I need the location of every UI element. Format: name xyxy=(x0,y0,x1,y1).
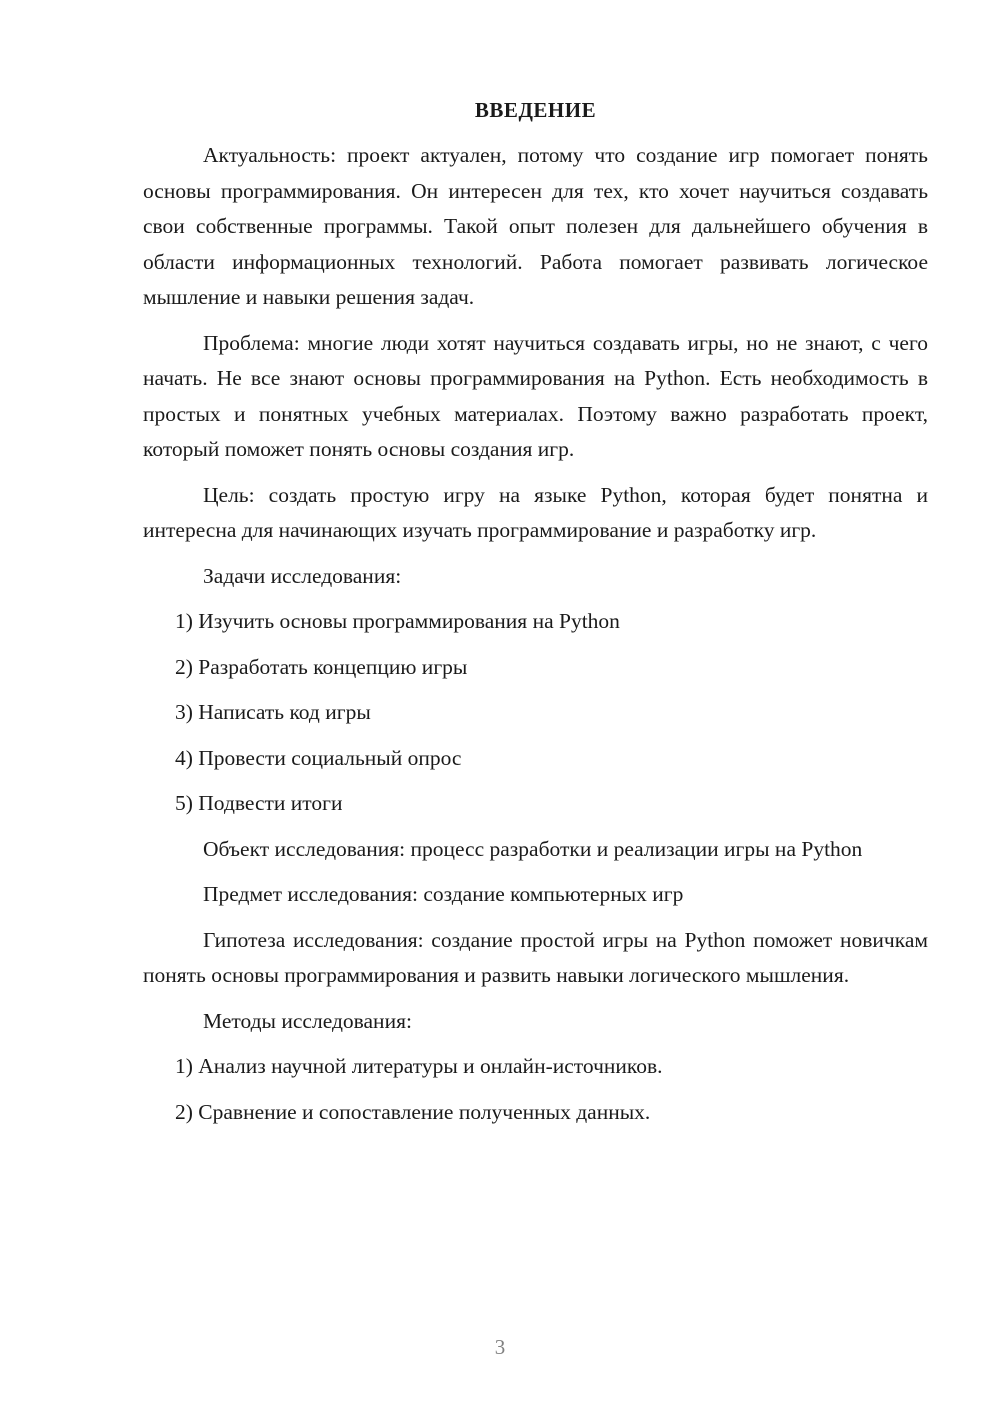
methods-list xyxy=(143,1049,928,1130)
page-number: 3 xyxy=(494,1335,506,1359)
task-item: 3) Написать код игры xyxy=(175,700,371,724)
task-item: 2) Разработать концепцию игры xyxy=(175,654,468,679)
subject-paragraph: Предмет исследования: создание компьютерных игр xyxy=(203,882,684,906)
document-page xyxy=(143,92,928,1140)
method-item: 1) Анализ научной литературы и онлайн-источников. xyxy=(175,1054,663,1078)
object-paragraph: Объект исследования: процесс разработки и реализации игры на Python xyxy=(203,836,863,861)
task-item: 4) Провести социальный опрос xyxy=(175,745,462,770)
methods-heading: Методы исследования: xyxy=(203,1008,412,1033)
problem-paragraph: Проблема: многие люди хотят научиться создавать игры, но не знают, с чего начать. Не все знают основы программирования на Python. Есть необходимость в простых и понятных учебных материалах. Поэтому важно разработать проект, который поможет понять основы создания игр. xyxy=(143,330,928,461)
tasks-heading: Задачи исследования: xyxy=(203,563,402,588)
task-item: 5) Подвести итоги xyxy=(175,791,343,815)
relevance-paragraph: Актуальность: проект актуален, потому что создание игр помогает понять основы программирования. Он интересен для тех, кто хочет научиться создавать свои собственные программы. Такой опыт полезен для дальнейшего обучения в области информационных технологий. Работа помогает развивать логическое мышление и навыки решения задач. xyxy=(143,143,928,309)
goal-paragraph: Цель: создать простую игру на языке Python, которая будет понятна и интересна для начинающих изучать программирование и разработку игр. xyxy=(143,482,928,542)
hypothesis-paragraph: Гипотеза исследования: создание простой игры на Python поможет новичкам понять основы программирования и развить навыки логического мышления. xyxy=(143,927,928,987)
task-item: 1) Изучить основы программирования на Python xyxy=(175,609,620,633)
section-title: ВВЕДЕНИЕ xyxy=(474,98,597,122)
tasks-list xyxy=(143,604,928,822)
method-item: 2) Сравнение и сопоставление полученных данных. xyxy=(175,1099,651,1124)
